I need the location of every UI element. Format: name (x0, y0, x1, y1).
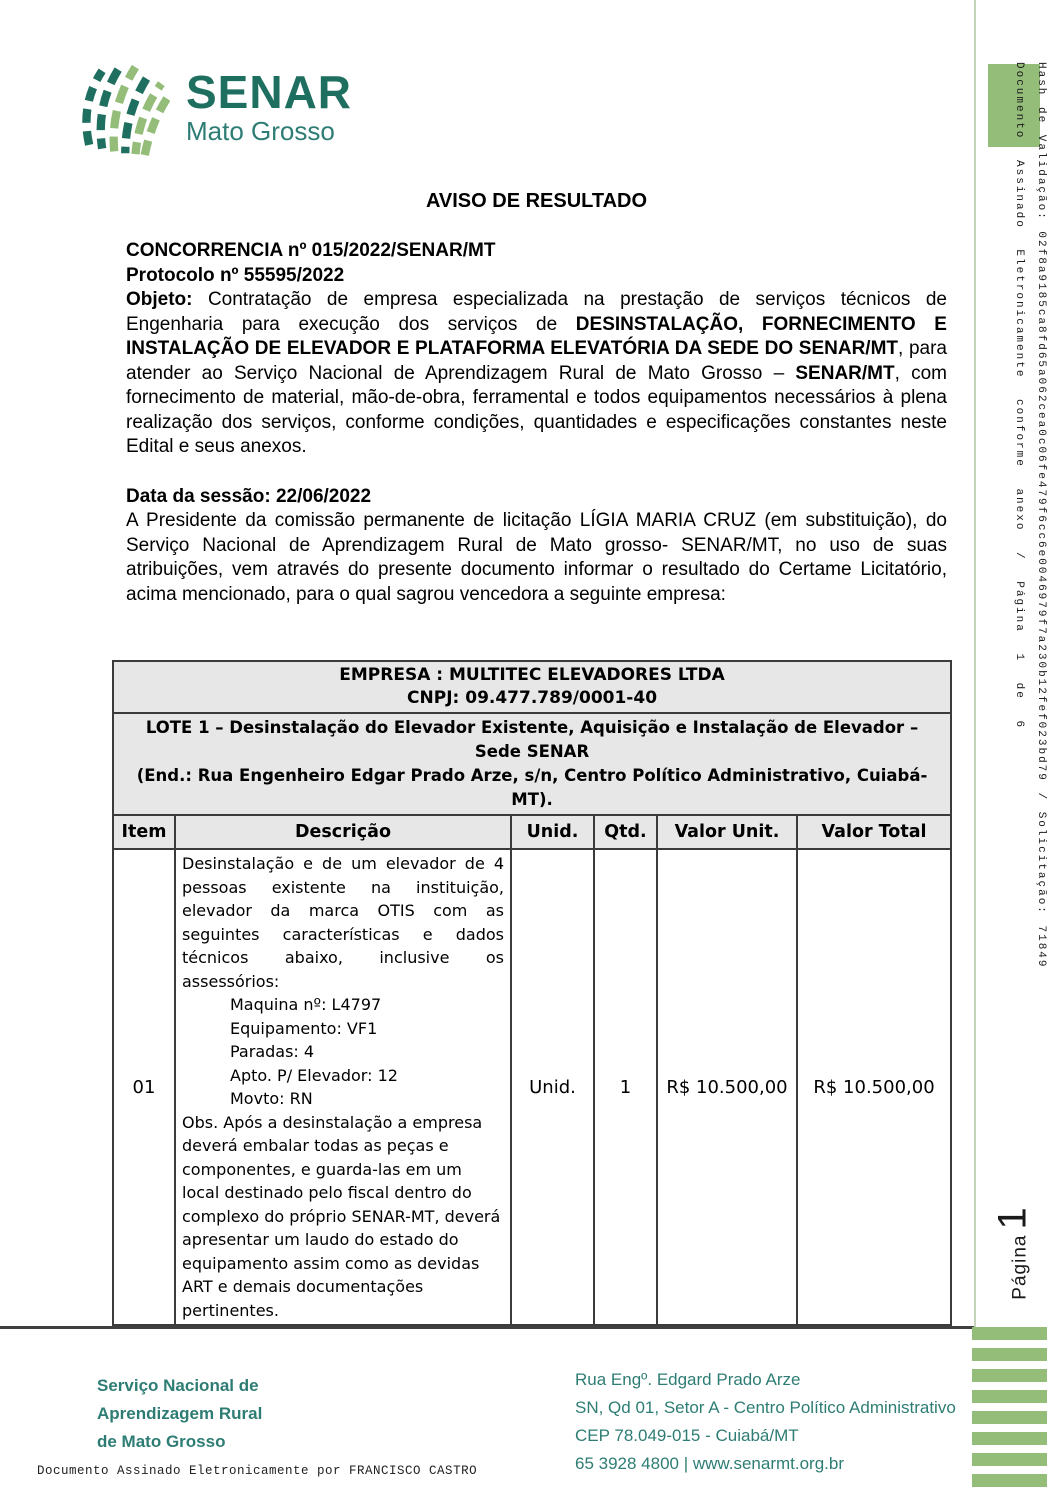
lote-cell (113, 713, 951, 815)
table-row-lote (113, 713, 951, 815)
item-number-cell: 01 (113, 849, 175, 1325)
sidebar-vertical-text (1008, 62, 1052, 1182)
page-number (963, 1203, 1058, 1303)
footer-address-line: CEP 78.049-015 - Cuiabá/MT (575, 1426, 799, 1445)
result-paragraph: A Presidente da comissão permanente de licitação LÍGIA MARIA CRUZ (em substituição), do Serviço Nacional de Aprendizagem Rural de Mato grosso- SENAR/MT, no uso de suas atribuições, vem através do presente documento informar o resultado do Certame Licitatório, acima mencionado, para o qual sagrou vencedora a seguinte empresa: (126, 510, 947, 605)
description-intro: Desinstalação e de um elevador de 4 pessoas existente na instituição, elevador da marca OTIS com as seguintes características e dados técnicos abaixo, inclusive os assessórios: (182, 854, 504, 991)
logo-region: Mato Grosso (186, 115, 335, 146)
text-segment: Objeto: (126, 289, 208, 310)
col-header-valor-total: Valor Total (797, 815, 951, 849)
text-segment: , com fornecimento de material, mão-de-obra, ferramental e todos equipamentos necessários à plena realização dos serviços, conforme condições, quantidades e especificações constantes neste Edital e seus anexos. (126, 362, 947, 457)
unit-cell: Unid. (511, 849, 594, 1325)
spec-line: Maquina nº: L4797 (230, 995, 382, 1014)
footer-address-line: Rua Engº. Edgard Prado Arze (575, 1370, 801, 1389)
col-header-valor-unit: Valor Unit. (657, 815, 797, 849)
footer-address (575, 1366, 956, 1478)
spec-line: Paradas: 4 (230, 1042, 315, 1061)
page-number-value: 1 (990, 1206, 1035, 1230)
document-body (126, 190, 947, 607)
spec-line: Equipamento: VF1 (230, 1018, 378, 1038)
company-cnpj: CNPJ: 09.477.789/0001-40 (407, 688, 658, 708)
senar-logo (75, 56, 352, 156)
tender-reference: CONCORRENCIA nº 015/2022/SENAR/MT (126, 240, 496, 261)
spec-line: Apto. P/ Elevador: 12 (230, 1065, 398, 1085)
senar-logo-mark (75, 56, 170, 156)
text-segment: DESINSTALAÇÃO, FORNECIMENTO E INSTALAÇÃO DE ELEVADOR E PLATAFORMA ELEVATÓRIA DA SEDE DO SENAR/MT (126, 313, 947, 359)
lote-address: (End.: Rua Engenheiro Edgar Prado Arze, s/n, Centro Político Administrativo, Cuiabá-MT). (136, 766, 928, 809)
total-value-cell: R$ 10.500,00 (797, 849, 951, 1325)
col-header-qtd: Qtd. (594, 815, 657, 849)
logo-brand: SENAR (186, 65, 353, 118)
text-segment: Contratação de empresa especializada na prestação de serviços técnicos de Engenharia para execução dos serviços de (126, 289, 947, 335)
lote-title: LOTE 1 – Desinstalação do Elevador Existente, Aquisição e Instalação de Elevador – Sede SENAR (145, 718, 919, 761)
page-number-inner (990, 1207, 1035, 1299)
object-paragraph (126, 288, 947, 460)
document-title: AVISO DE RESULTADO (425, 190, 648, 212)
description-obs: Obs. Após a desinstalação a empresa deverá embalar todas as peças e componentes, e guarda-las em um local destinado pelo fiscal dentro do complexo do próprio SENAR-MT, deverá apresentar um laudo do estado do equipamento assim como as devidas ART e demais documentações pertinentes. (182, 1112, 501, 1320)
col-header-descricao: Descrição (175, 815, 511, 849)
text-segment: SENAR/MT (795, 362, 895, 384)
company-cell (113, 661, 951, 713)
footer-org-line: Serviço Nacional de (97, 1376, 259, 1395)
footer-address-line: SN, Qd 01, Setor A - Centro Político Administrativo (575, 1398, 956, 1417)
result-table (112, 660, 952, 1326)
hash-validation-text: Hash de Validação: 02f8a9185ca8fd65a062cea0c06fe479f6cc6e0046979f7a230b12fef023bd79 / Solicitação: 71849 (1035, 62, 1047, 969)
senar-logo-text (186, 65, 353, 146)
sidebar-divider-line (974, 0, 976, 1327)
page-number-label: Página (1009, 1234, 1031, 1300)
footer-address-line: 65 3928 4800 | www.senarmt.org.br (575, 1454, 845, 1473)
footer-divider (0, 1326, 975, 1329)
footer-organization (97, 1372, 262, 1456)
description-specs (182, 993, 504, 1111)
company-name: EMPRESA : MULTITEC ELEVADORES LTDA (339, 665, 725, 685)
sidebar-green-bars (972, 1327, 1047, 1487)
spec-line: Movto: RN (230, 1089, 313, 1108)
signed-document-text: Documento Assinado Eletronicamente conforme anexo / Página 1 de 6 (1013, 62, 1025, 730)
footer-org-line: Aprendizagem Rural (97, 1404, 263, 1423)
protocol-number: Protocolo nº 55595/2022 (126, 264, 345, 286)
table-row (113, 849, 951, 1325)
electronic-signature-note: Documento Assinado Eletronicamente por FRANCISCO CASTRO (37, 1464, 478, 1478)
text-segment: , para atender ao Serviço Nacional de Aprendizagem Rural de Mato Grosso – (126, 338, 947, 384)
description-cell (175, 849, 511, 1325)
quantity-cell: 1 (594, 849, 657, 1325)
col-header-item: Item (113, 815, 175, 849)
footer-org-line: de Mato Grosso (97, 1432, 226, 1451)
table-row-company (113, 661, 951, 713)
unit-value-cell: R$ 10.500,00 (657, 849, 797, 1325)
col-header-unid: Unid. (511, 815, 594, 849)
session-date-line: Data da sessão: 22/06/2022 (126, 485, 372, 507)
table-header-row (113, 815, 951, 849)
